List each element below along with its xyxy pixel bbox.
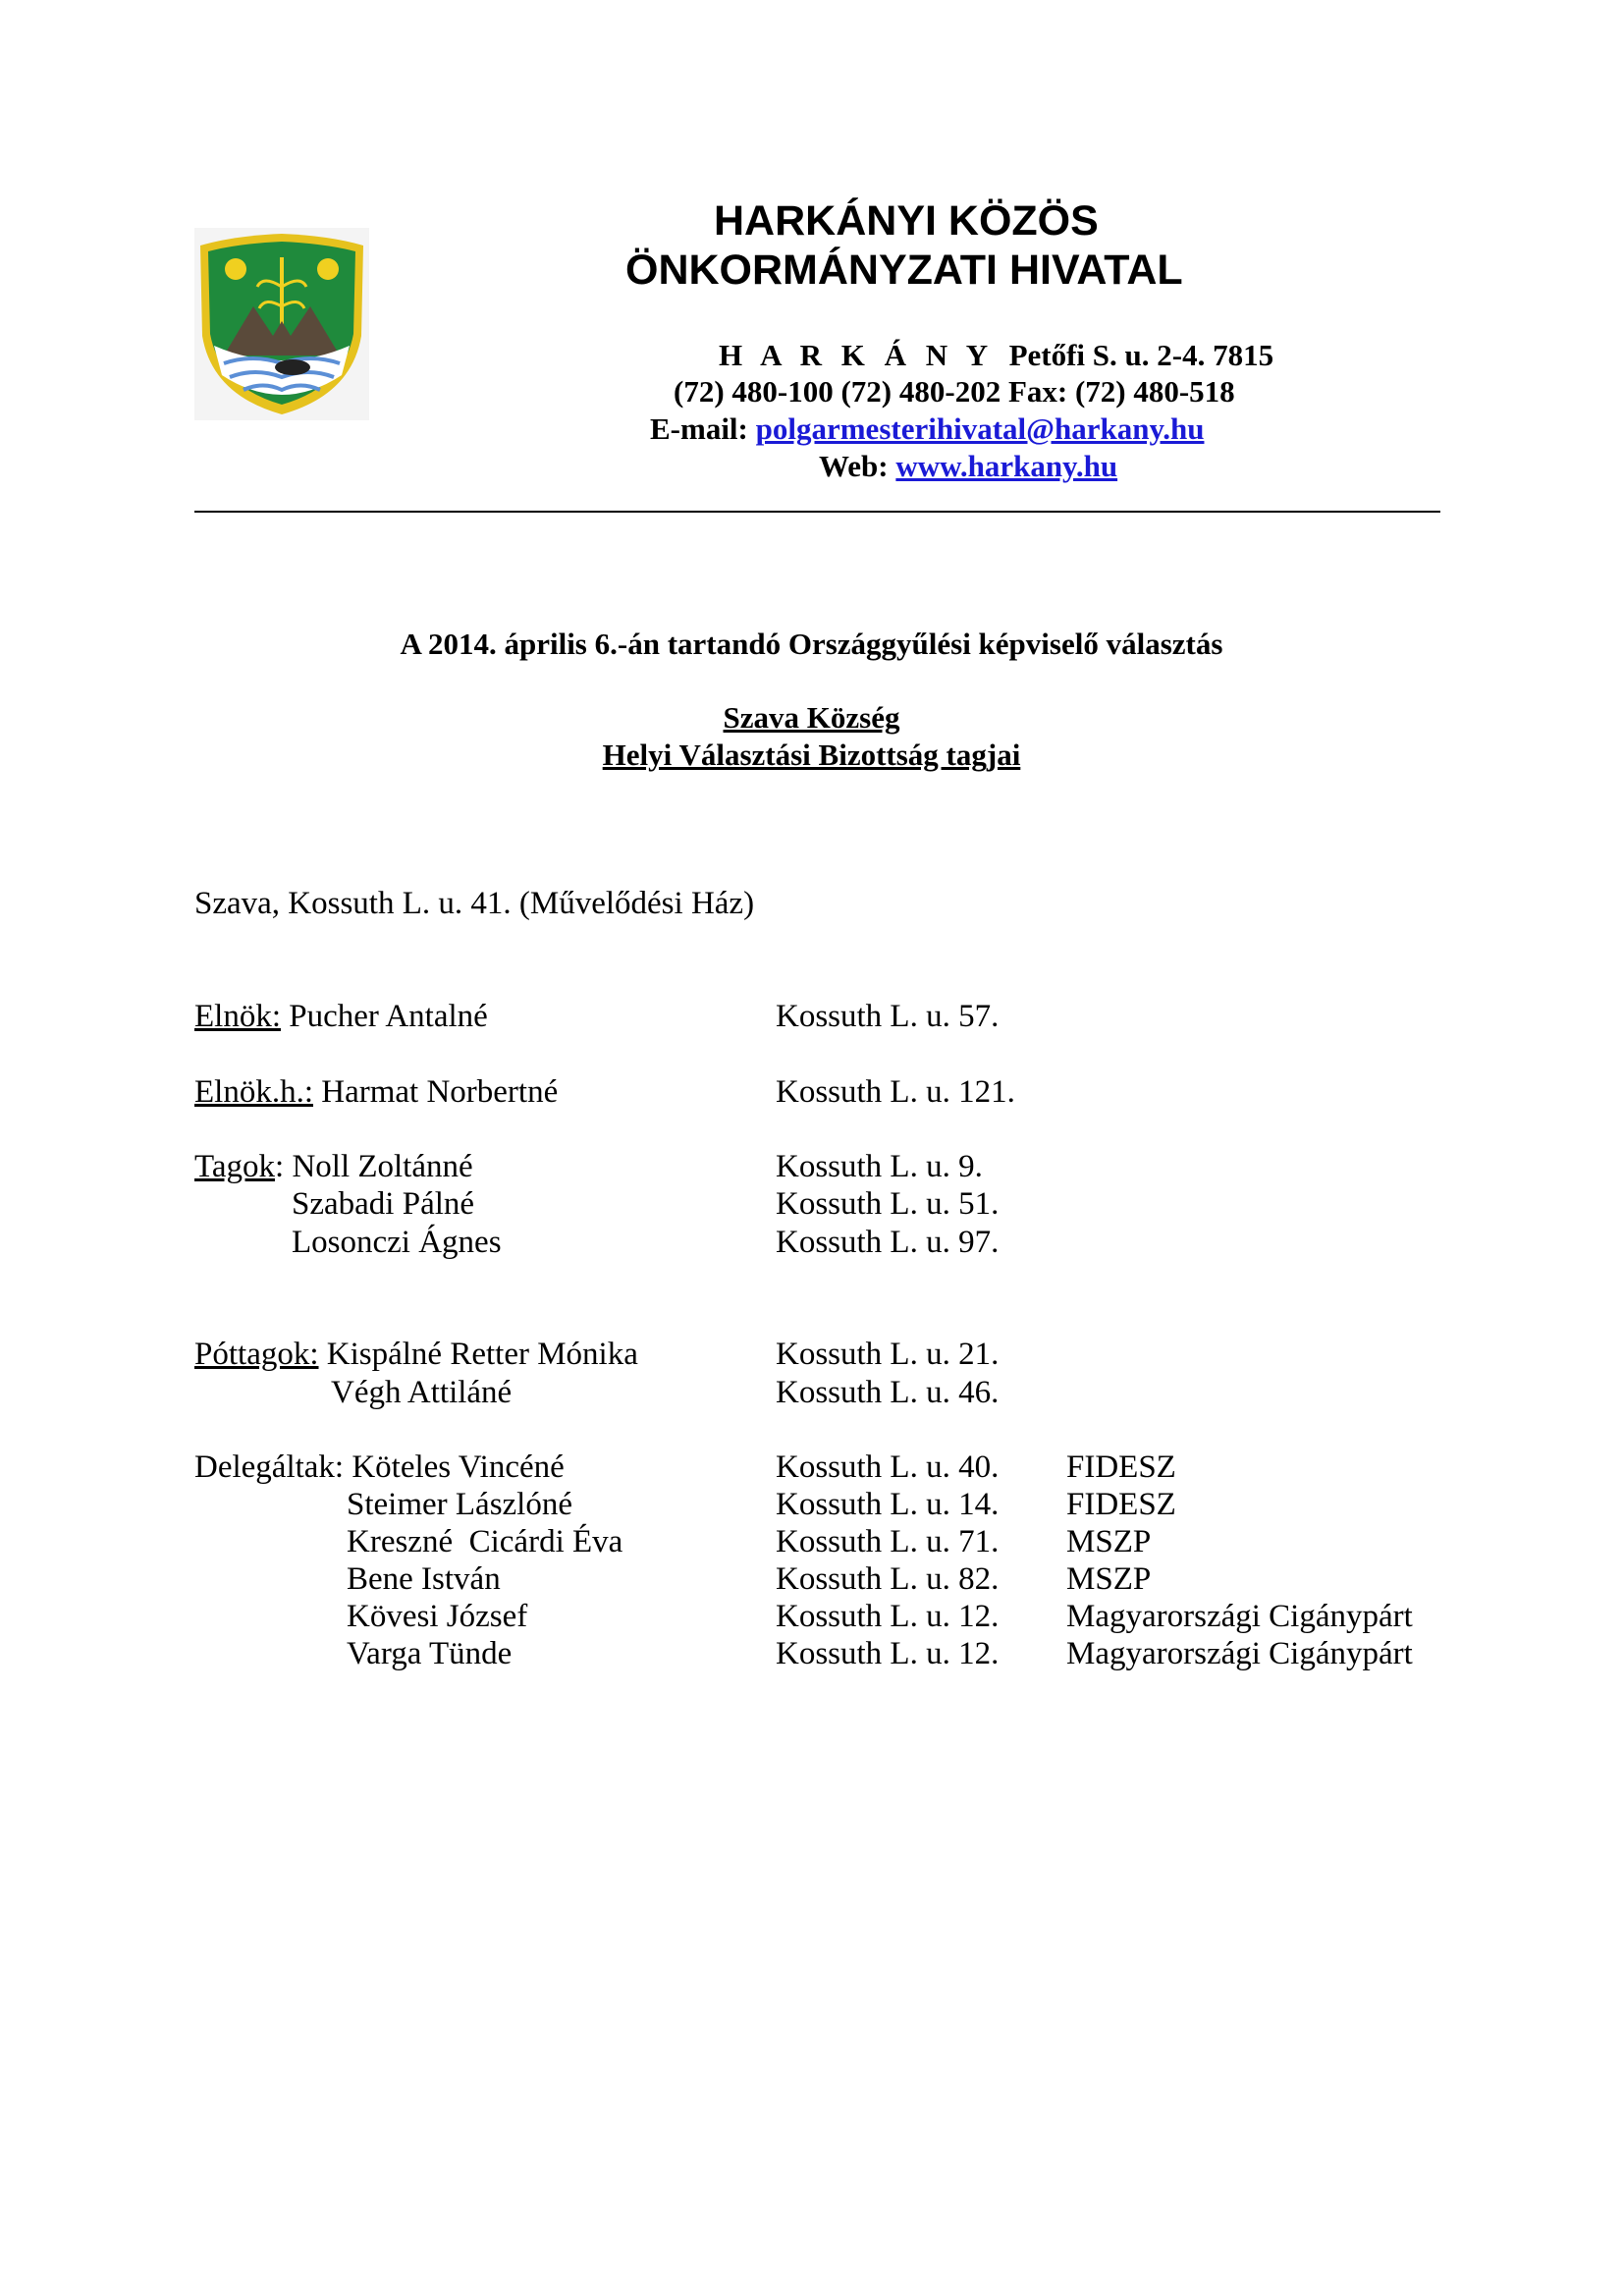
member-name: Kreszné Cicárdi Éva xyxy=(347,1524,623,1559)
member-name: Varga Tünde xyxy=(347,1636,513,1671)
role-label-elnokh: Elnök.h.: xyxy=(194,1074,313,1110)
role-label-delegaltak: Delegáltak: xyxy=(194,1449,345,1485)
member-party: MSZP xyxy=(1066,1561,1152,1597)
member-name: Kövesi József xyxy=(347,1599,528,1634)
member-party: Magyarországi Cigánypárt xyxy=(1066,1636,1413,1671)
member-name: Noll Zoltánné xyxy=(292,1149,473,1184)
member-address: Kossuth L. u. 57. xyxy=(776,999,1000,1034)
header-divider xyxy=(194,511,1440,513)
office-title-line1: HARKÁNYI KÖZÖS xyxy=(714,197,1099,245)
member-address: Kossuth L. u. 51. xyxy=(776,1186,1000,1222)
role-row-elnokh xyxy=(194,1073,558,1111)
member-address: Kossuth L. u. 12. xyxy=(776,1636,1000,1671)
member-party: FIDESZ xyxy=(1066,1449,1176,1485)
email-link[interactable]: polgarmesterihivatal@harkany.hu xyxy=(755,411,1205,446)
role-row-pottagok xyxy=(194,1336,638,1373)
member-name: Bene István xyxy=(347,1561,501,1597)
subtitle-line2: Helyi Választási Bizottság tagjai xyxy=(602,738,1021,772)
member-name: Losonczi Ágnes xyxy=(292,1225,502,1260)
member-address: Kossuth L. u. 97. xyxy=(776,1225,1000,1260)
role-row-tagok: Tagok: Noll Zoltánné xyxy=(194,1149,473,1184)
member-address: Kossuth L. u. 71. xyxy=(776,1524,1000,1559)
member-name: Steimer Lászlóné xyxy=(347,1487,573,1522)
town-name: H A R K Á N Y xyxy=(719,338,995,372)
member-address: Kossuth L. u. 46. xyxy=(776,1375,1000,1410)
venue-address: Szava, Kossuth L. u. 41. (Művelődési Ház) xyxy=(194,886,755,921)
subtitle-line1: Szava Község xyxy=(723,700,900,735)
role-row-elnok xyxy=(194,998,488,1035)
member-name: Köteles Vincéné xyxy=(352,1449,565,1485)
member-address: Kossuth L. u. 121. xyxy=(776,1074,1015,1110)
email-label: E-mail: xyxy=(650,411,748,446)
member-party: FIDESZ xyxy=(1066,1487,1176,1522)
web-line xyxy=(819,448,1117,485)
member-address: Kossuth L. u. 9. xyxy=(776,1149,983,1184)
street-address: Petőfi S. u. 2-4. 7815 xyxy=(1008,338,1274,372)
role-label-elnok: Elnök: xyxy=(194,999,281,1034)
member-party: MSZP xyxy=(1066,1524,1152,1559)
phone-fax-line: (72) 480-100 (72) 480-202 Fax: (72) 480-518 xyxy=(674,374,1235,409)
member-name: Szabadi Pálné xyxy=(292,1186,475,1222)
member-address: Kossuth L. u. 12. xyxy=(776,1599,1000,1634)
member-address: Kossuth L. u. 14. xyxy=(776,1487,1000,1522)
web-link[interactable]: www.harkany.hu xyxy=(895,449,1118,483)
member-name: Pucher Antalné xyxy=(289,999,488,1034)
election-title: A 2014. április 6.-án tartandó Országgyűlési képviselő választás xyxy=(400,627,1223,661)
email-line xyxy=(650,410,1204,448)
member-name: Végh Attiláné xyxy=(331,1375,513,1410)
member-name: Kispálné Retter Mónika xyxy=(326,1337,638,1372)
member-party: Magyarországi Cigánypárt xyxy=(1066,1599,1413,1634)
member-name: Harmat Norbertné xyxy=(321,1074,559,1110)
member-address: Kossuth L. u. 40. xyxy=(776,1449,1000,1485)
office-address-line xyxy=(719,337,1273,374)
role-label-tagok: Tagok xyxy=(194,1149,276,1184)
role-label-pottagok: Póttagok: xyxy=(194,1337,319,1372)
member-address: Kossuth L. u. 82. xyxy=(776,1561,1000,1597)
role-row-delegaltak xyxy=(194,1449,565,1486)
member-address: Kossuth L. u. 21. xyxy=(776,1337,1000,1372)
web-label: Web: xyxy=(819,449,889,483)
office-title-line2: ÖNKORMÁNYZATI HIVATAL xyxy=(625,246,1183,294)
coat-of-arms-logo xyxy=(194,228,369,420)
